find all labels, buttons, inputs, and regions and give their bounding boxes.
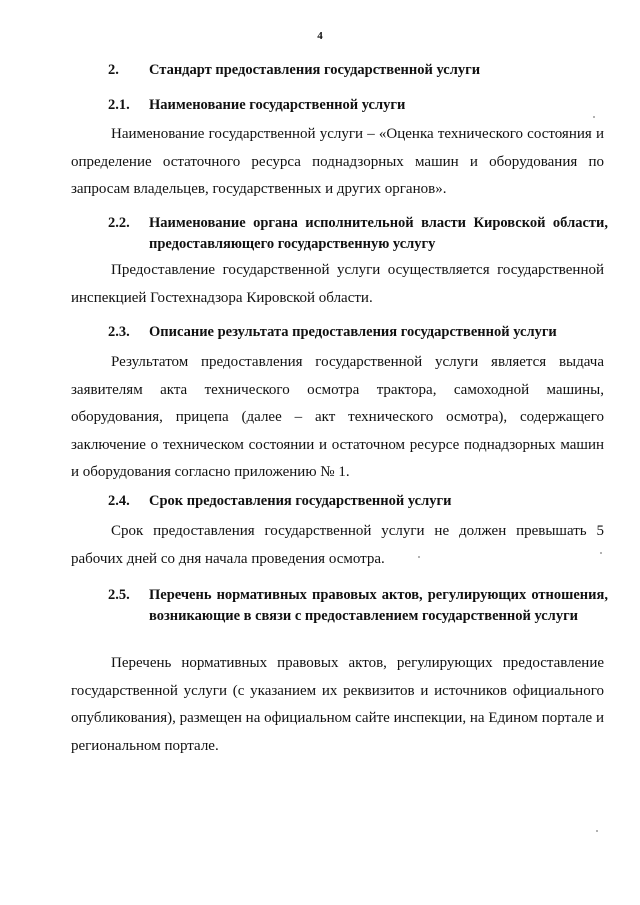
scan-speck <box>593 116 595 118</box>
section-heading-2 <box>108 60 608 81</box>
section-title: Стандарт предоставления государственной услуги <box>149 62 481 78</box>
section-number: 2. <box>108 62 119 78</box>
section-heading-2-3 <box>108 322 608 343</box>
section-heading-2-2 <box>108 213 608 255</box>
section-number: 2.1. <box>108 97 130 113</box>
section-text-2-5: Перечень нормативных правовых актов, регулирующих предоставление государственной услуги (с указанием их реквизитов и источников официального опубликования), размещен на официальном сайте инспекции, на Едином портале и региональном портале. <box>71 655 604 754</box>
section-number: 2.5. <box>108 587 130 603</box>
section-text-2-2: Предоставление государственной услуги осуществляется государственной инспекцией Гостехнадзора Кировской области. <box>71 262 604 306</box>
scan-speck <box>600 552 602 554</box>
section-number: 2.3. <box>108 324 130 340</box>
section-title: Срок предоставления государственной услуги <box>149 493 452 509</box>
section-number: 2.2. <box>108 215 130 231</box>
section-title: Наименование органа исполнительной власти Кировской области, предоставляющего государственную услугу <box>149 215 608 252</box>
scan-speck <box>418 556 420 558</box>
section-heading-2-4 <box>108 491 608 512</box>
section-title: Описание результата предоставления государственной услуги <box>149 324 557 340</box>
section-title: Перечень нормативных правовых актов, регулирующих отношения, возникающие в связи с предоставлением государственной услуги <box>149 587 608 624</box>
section-heading-2-1 <box>108 95 608 116</box>
scan-speck <box>596 830 598 832</box>
section-heading-2-5 <box>108 585 608 627</box>
page-number: 4 <box>317 30 323 42</box>
section-text-2-3: Результатом предоставления государственной услуги является выдача заявителям акта технического осмотра трактора, самоходной машины, оборудования, прицепа (далее – акт технического осмотра), содержащего заключение о техническом состоянии и остаточном ресурсе поднадзорных машин и оборудования согласно приложению № 1. <box>71 354 604 480</box>
section-title: Наименование государственной услуги <box>149 97 406 113</box>
section-number: 2.4. <box>108 493 130 509</box>
section-text-2-1: Наименование государственной услуги – «Оценка технического состояния и определение остаточного ресурса поднадзорных машин и оборудования по запросам владельцев, государственных и других органов». <box>71 126 604 197</box>
section-text-2-4: Срок предоставления государственной услуги не должен превышать 5 рабочих дней со дня начала проведения осмотра. <box>71 523 604 567</box>
